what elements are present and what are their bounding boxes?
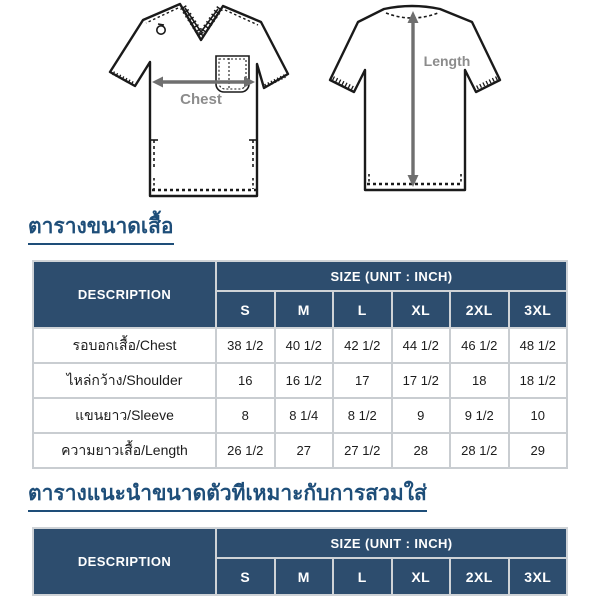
cell-value: 44 1/2: [392, 328, 451, 363]
cell-value: 16: [216, 363, 275, 398]
table-row-sleeve: [33, 398, 567, 433]
cell-value: 8: [216, 398, 275, 433]
size-table: [32, 260, 568, 469]
size-unit-header: SIZE (UNIT : INCH): [216, 261, 567, 291]
length-label: Length: [423, 53, 471, 69]
fit-table-title: ตารางแนะนำขนาดตัวทีเหมาะกับการสวมใส่: [28, 481, 600, 512]
cell-value: 27: [275, 433, 334, 468]
front-shirt-diagram: [88, 0, 303, 205]
cell-value: 10: [509, 398, 568, 433]
size-col-l: L: [333, 558, 392, 595]
cell-value: 40 1/2: [275, 328, 334, 363]
size-col-xl: XL: [392, 558, 451, 595]
table-row-shoulder: [33, 363, 567, 398]
size-col-3xl: 3XL: [509, 291, 568, 328]
chest-label: Chest: [180, 91, 222, 108]
size-col-s: S: [216, 291, 275, 328]
table-row-length: [33, 433, 567, 468]
row-label: รอบอกเสื้อ/Chest: [33, 328, 216, 363]
size-col-m: M: [275, 558, 334, 595]
size-col-xl: XL: [392, 291, 451, 328]
description-header: DESCRIPTION: [33, 528, 216, 595]
cell-value: 17 1/2: [392, 363, 451, 398]
size-table-title: ตารางขนาดเสื้อ: [28, 214, 600, 245]
row-label: ไหล่กว้าง/Shoulder: [33, 363, 216, 398]
cell-value: 46 1/2: [450, 328, 509, 363]
cell-value: 18: [450, 363, 509, 398]
size-col-3xl: 3XL: [509, 558, 568, 595]
cell-value: 18 1/2: [509, 363, 568, 398]
description-header: DESCRIPTION: [33, 261, 216, 328]
table-row-chest: [33, 328, 567, 363]
size-unit-header: SIZE (UNIT : INCH): [216, 528, 567, 558]
fit-table: [32, 527, 568, 596]
cell-value: 16 1/2: [275, 363, 334, 398]
size-col-l: L: [333, 291, 392, 328]
cell-value: 29: [509, 433, 568, 468]
cell-value: 42 1/2: [333, 328, 392, 363]
cell-value: 9: [392, 398, 451, 433]
row-label: ความยาวเสื้อ/Length: [33, 433, 216, 468]
shirt-diagrams: [0, 0, 600, 202]
back-shirt-diagram: [312, 0, 512, 200]
cell-value: 27 1/2: [333, 433, 392, 468]
cell-value: 28: [392, 433, 451, 468]
cell-value: 38 1/2: [216, 328, 275, 363]
cell-value: 9 1/2: [450, 398, 509, 433]
cell-value: 48 1/2: [509, 328, 568, 363]
row-label: แขนยาว/Sleeve: [33, 398, 216, 433]
cell-value: 8 1/2: [333, 398, 392, 433]
cell-value: 8 1/4: [275, 398, 334, 433]
back-shirt-outline: [330, 6, 500, 190]
size-col-m: M: [275, 291, 334, 328]
size-col-2xl: 2XL: [450, 558, 509, 595]
size-col-2xl: 2XL: [450, 291, 509, 328]
cell-value: 28 1/2: [450, 433, 509, 468]
cell-value: 17: [333, 363, 392, 398]
cell-value: 26 1/2: [216, 433, 275, 468]
size-col-s: S: [216, 558, 275, 595]
